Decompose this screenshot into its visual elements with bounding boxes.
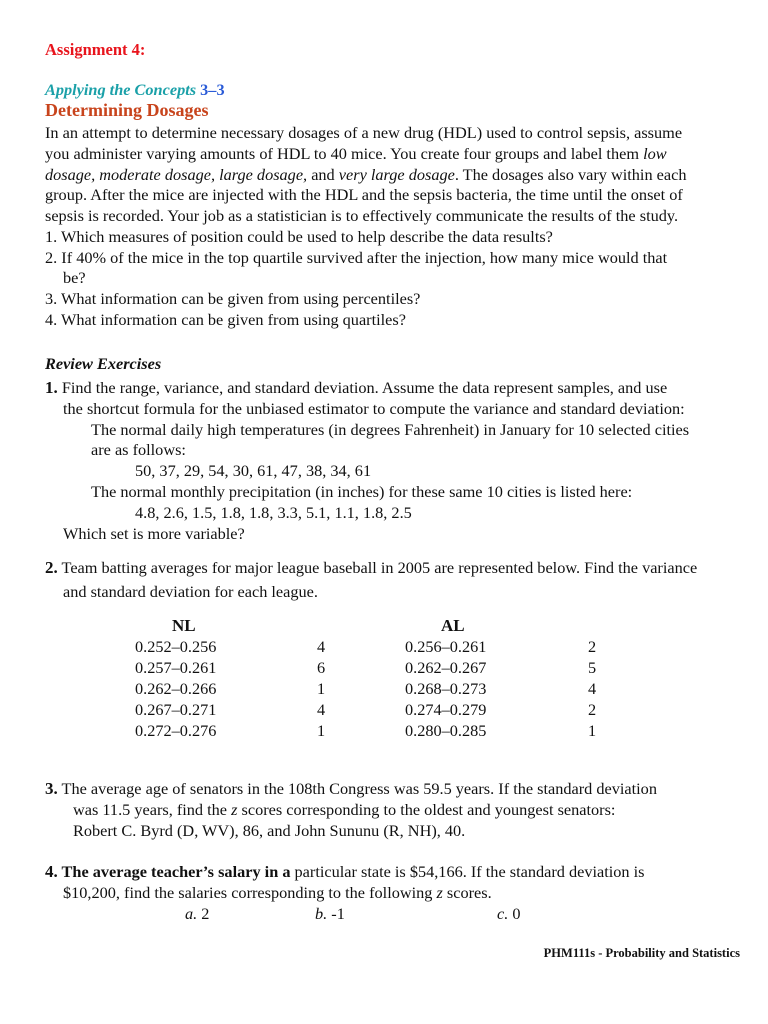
question: 4. What information can be given from using quartiles? bbox=[45, 310, 406, 329]
text: low bbox=[643, 144, 667, 163]
question: 1. Which measures of position could be used to help describe the data results? bbox=[45, 227, 553, 246]
table-cell-al: 0.268–0.273 bbox=[405, 679, 487, 698]
text: very large dosage bbox=[338, 165, 455, 184]
al-header: AL bbox=[441, 616, 465, 635]
text: the shortcut formula for the unbiased estimator to compute the variance and standard deviation: bbox=[63, 399, 685, 418]
text: c. bbox=[497, 904, 509, 923]
table-cell-nlf: 6 bbox=[317, 658, 326, 677]
table-cell-nlf: 1 bbox=[317, 679, 326, 698]
table-cell-nlf: 1 bbox=[317, 721, 326, 740]
exercise-4 bbox=[45, 862, 645, 882]
text: a. bbox=[185, 904, 198, 923]
table-cell-nlf: 4 bbox=[317, 700, 326, 719]
table-cell-al: 0.280–0.285 bbox=[405, 721, 487, 740]
table-cell-nl: 0.252–0.256 bbox=[135, 637, 217, 656]
review-heading: Review Exercises bbox=[45, 354, 162, 373]
assignment-title: Assignment 4: bbox=[45, 40, 146, 59]
text bbox=[73, 800, 615, 820]
text: The normal daily high temperatures (in degrees Fahrenheit) in January for 10 selected cities bbox=[91, 420, 690, 439]
text: you administer varying amounts of HDL to 40 mice. You create four groups and label them bbox=[45, 144, 644, 163]
text: was 11.5 years, find the bbox=[73, 800, 232, 819]
text: z bbox=[436, 883, 443, 902]
text: scores. bbox=[442, 883, 492, 902]
table-cell-nl: 0.267–0.271 bbox=[135, 700, 217, 719]
section-title: Determining Dosages bbox=[45, 100, 209, 120]
concepts-number: 3–3 bbox=[200, 80, 225, 99]
exercise-number: 4. bbox=[45, 862, 58, 881]
question: 3. What information can be given from using percentiles? bbox=[45, 289, 421, 308]
option-c bbox=[497, 904, 521, 924]
table-cell-alf: 1 bbox=[588, 721, 597, 740]
intro-line bbox=[45, 144, 667, 164]
text: z bbox=[231, 800, 238, 819]
text: b. bbox=[315, 904, 328, 923]
table-cell-al: 0.274–0.279 bbox=[405, 700, 487, 719]
question: 2. If 40% of the mice in the top quartile survived after the injection, how many mice would that bbox=[45, 248, 668, 267]
table-cell-alf: 2 bbox=[588, 637, 597, 656]
table-cell-al: 0.256–0.261 bbox=[405, 637, 487, 656]
text: $10,200, find the salaries corresponding to the following bbox=[63, 883, 437, 902]
temperature-data: 50, 37, 29, 54, 30, 61, 47, 38, 34, 61 bbox=[135, 461, 372, 480]
table-cell-nlf: 4 bbox=[317, 637, 326, 656]
table-cell-alf: 4 bbox=[588, 679, 597, 698]
text: dosage, moderate dosage, large dosage, bbox=[45, 165, 308, 184]
text: Find the range, variance, and standard deviation. Assume the data represent samples, and use bbox=[57, 378, 668, 397]
exercise-1 bbox=[45, 378, 667, 398]
exercise-number: 3. bbox=[45, 779, 58, 798]
intro-line bbox=[45, 165, 686, 185]
table-cell-nl: 0.262–0.266 bbox=[135, 679, 217, 698]
table-cell-nl: 0.257–0.261 bbox=[135, 658, 217, 677]
intro-line: sepsis is recorded. Your job as a statistician is to effectively communicate the results of the study. bbox=[45, 206, 679, 225]
text: Team batting averages for major league baseball in 2005 are represented below. Find the variance bbox=[57, 558, 698, 577]
table-cell-nl: 0.272–0.276 bbox=[135, 721, 217, 740]
text: 0 bbox=[508, 904, 521, 923]
table-cell-al: 0.262–0.267 bbox=[405, 658, 487, 677]
text: The average teacher’s salary in a bbox=[57, 862, 291, 881]
footer: PHM111s - Probability and Statistics bbox=[543, 946, 740, 960]
concepts-heading bbox=[45, 80, 225, 100]
option-b bbox=[315, 904, 345, 924]
exercise-2 bbox=[45, 558, 697, 578]
exercise-number: 1. bbox=[45, 378, 58, 397]
text: and standard deviation for each league. bbox=[63, 582, 318, 601]
exercise-3 bbox=[45, 779, 657, 799]
text: Robert C. Byrd (D, WV), 86, and John Sununu (R, NH), 40. bbox=[73, 821, 466, 840]
text bbox=[63, 883, 492, 903]
nl-header: NL bbox=[172, 616, 196, 635]
text: particular state is $54,166. If the standard deviation is bbox=[290, 862, 645, 881]
table-cell-alf: 2 bbox=[588, 700, 597, 719]
exercise-number: 2. bbox=[45, 558, 58, 577]
intro-line: In an attempt to determine necessary dosages of a new drug (HDL) used to control sepsis, assume bbox=[45, 123, 683, 142]
option-a bbox=[185, 904, 209, 924]
precipitation-data: 4.8, 2.6, 1.5, 1.8, 1.8, 3.3, 5.1, 1.1, 1.8, 2.5 bbox=[135, 503, 412, 522]
table-cell-alf: 5 bbox=[588, 658, 597, 677]
text: The normal monthly precipitation (in inches) for these same 10 cities is listed here: bbox=[91, 482, 633, 501]
text: are as follows: bbox=[91, 440, 186, 459]
concepts-label: Applying the Concepts bbox=[45, 80, 197, 99]
text: Which set is more variable? bbox=[63, 524, 245, 543]
text: The average age of senators in the 108th Congress was 59.5 years. If the standard deviation bbox=[57, 779, 657, 798]
question: be? bbox=[63, 268, 86, 287]
text: . The dosages also vary within each bbox=[454, 165, 687, 184]
text: -1 bbox=[327, 904, 345, 923]
text: 2 bbox=[197, 904, 210, 923]
text: scores corresponding to the oldest and youngest senators: bbox=[237, 800, 616, 819]
text: and bbox=[307, 165, 339, 184]
intro-line: group. After the mice are injected with the HDL and the sepsis bacteria, the time until the onset of bbox=[45, 185, 683, 204]
